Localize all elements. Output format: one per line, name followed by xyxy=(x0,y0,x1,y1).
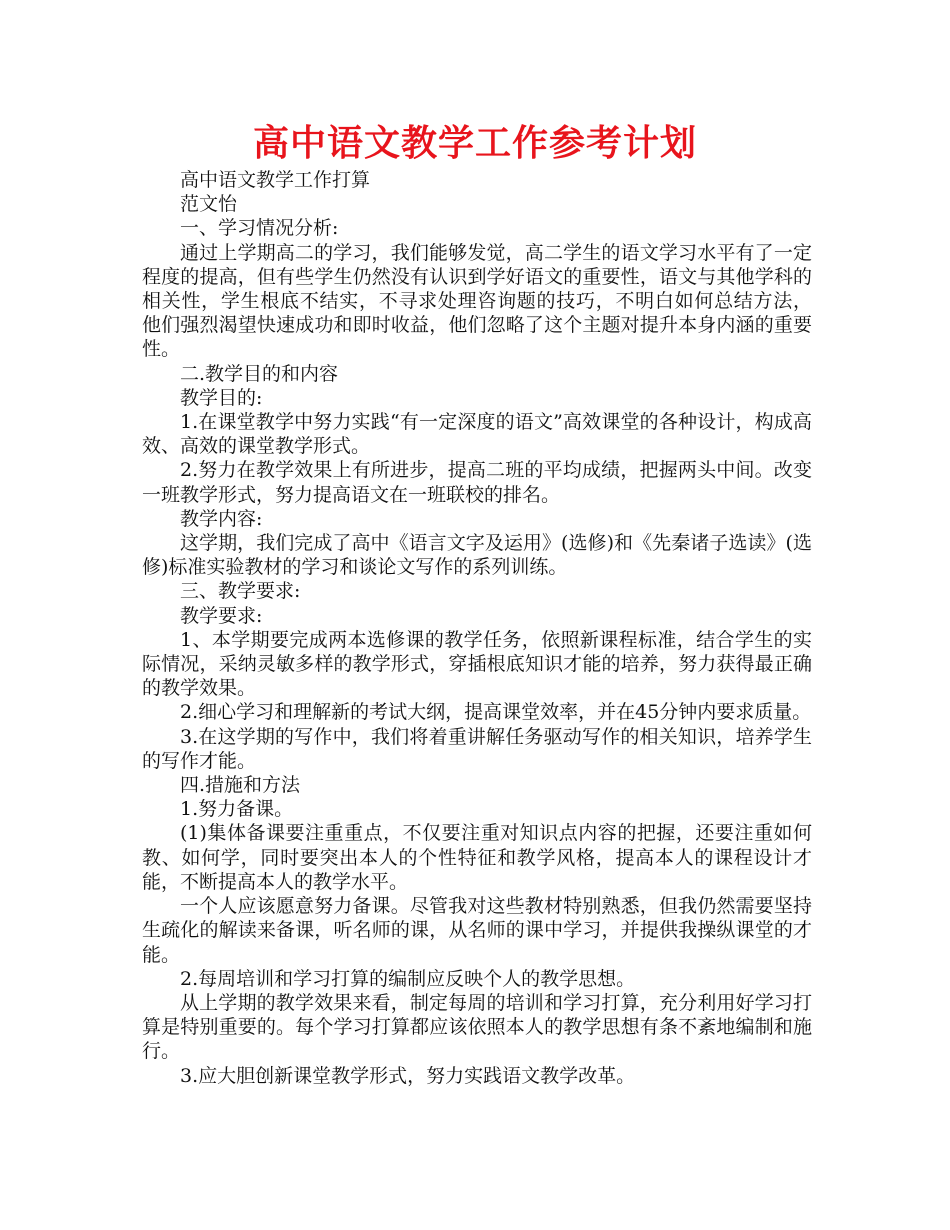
paragraph: 高中语文教学工作打算 xyxy=(180,169,371,191)
subheading: 3.应大胆创新课堂教学形式，努力实践语文教学改革。 xyxy=(180,1064,636,1087)
document-body xyxy=(142,168,812,1088)
paragraph: 一个人应该愿意努力备课。尽管我对这些教材特别熟悉，但我仍然需要坚持生疏化的解读来备课，听名师的课，从名师的课中学习，并提供我操纵课堂的才能。 xyxy=(142,895,812,966)
section-heading: 一、学习情况分析: xyxy=(180,217,339,240)
paragraph: (1)集体备课要注重重点，不仅要注重对知识点内容的把握，还要注重如何教、如何学，同时要突出本人的个性特征和教学风格，提高本人的课程设计才能，不断提高本人的教学水平。 xyxy=(142,822,812,893)
section-heading: 四.措施和方法 xyxy=(180,774,301,797)
section-heading: 二.教学目的和内容 xyxy=(180,362,339,385)
paragraph: 3.在这学期的写作中，我们将着重讲解任务驱动写作的相关知识，培养学生的写作才能。 xyxy=(142,725,812,772)
paragraph: 这学期，我们完成了高中《语言文字及运用》(选修)和《先秦诸子选读》(选修)标准实验教材的学习和谈论文写作的系列训练。 xyxy=(142,532,812,579)
paragraph: 1、本学期要完成两本选修课的教学任务，依照新课程标准，结合学生的实际情况，采纳灵敏多样的教学形式，穿插根底知识才能的培养，努力获得最正确的教学效果。 xyxy=(142,628,812,700)
paragraph: 1.在课堂教学中努力实践“有一定深度的语文”高效课堂的各种设计，构成高效、高效的课堂教学形式。 xyxy=(142,411,812,458)
subheading: 教学要求: xyxy=(180,604,263,627)
document-title: 高中语文教学工作参考计划 xyxy=(252,122,697,164)
section-heading: 三、教学要求: xyxy=(180,580,301,603)
subheading: 1.努力备课。 xyxy=(180,798,294,821)
subheading: 教学目的: xyxy=(180,386,263,409)
subheading: 2.每周培训和学习打算的编制应反映个人的教学思想。 xyxy=(180,967,636,990)
paragraph: 从上学期的教学效果来看，制定每周的培训和学习打算，充分利用好学习打算是特别重要的。每个学习打算都应该依照本人的教学思想有条不紊地编制和施行。 xyxy=(142,991,812,1063)
paragraph: 通过上学期高二的学习，我们能够发觉，高二学生的语文学习水平有了一定程度的提高，但有些学生仍然没有认识到学好语文的重要性，语文与其他学科的相关性，学生根底不结实，不寻求处理咨询题的技巧，不明白如何总结方法， 他们强烈渴望快速成功和即时收益，他们忽略了这个主题对提升本身内涵的重要性。 xyxy=(142,241,812,361)
paragraph: 2.努力在教学效果上有所进步，提高二班的平均成绩，把握两头中间。改变一班教学形式，努力提高语文在一班联校的排名。 xyxy=(142,459,812,506)
paragraph: 范文怡 xyxy=(180,193,238,216)
paragraph: 2.细心学习和理解新的考试大纲，提高课堂效率，并在45分钟内要求质量。 xyxy=(180,701,812,724)
subheading: 教学内容: xyxy=(180,507,263,530)
